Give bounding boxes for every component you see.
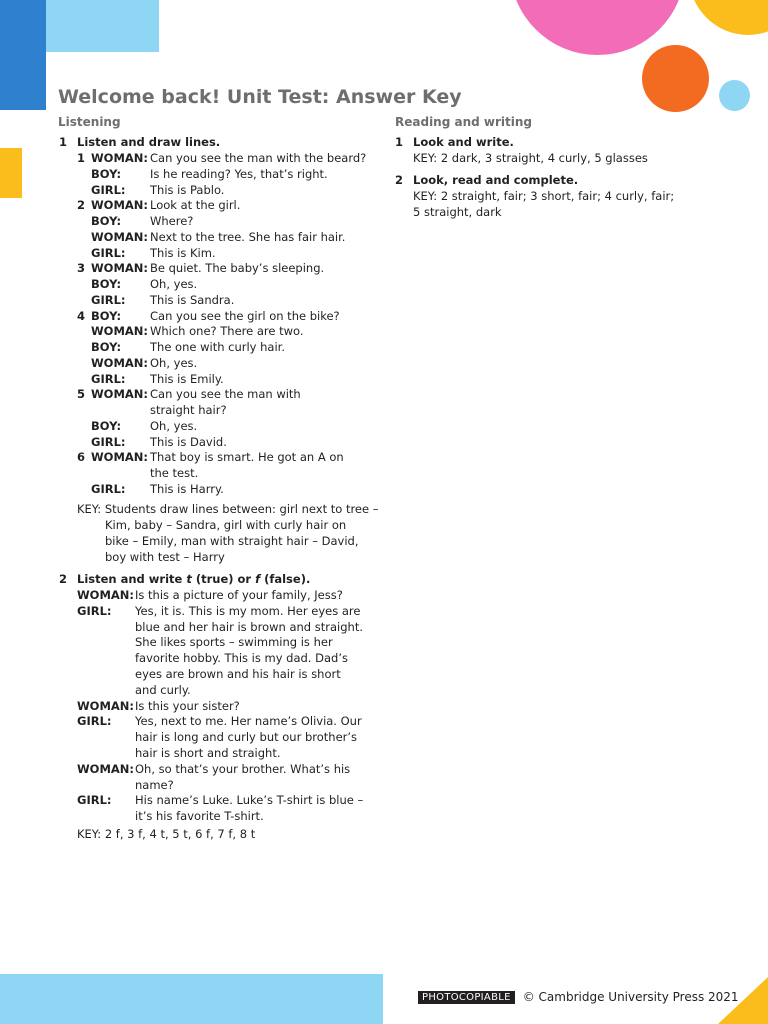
- pink-circle-decoration: [510, 0, 685, 55]
- dialogue-line: favorite hobby. This is my dad. Dad’s: [135, 651, 348, 666]
- speaker-label: GIRL:: [77, 793, 112, 808]
- dialogue-line: The one with curly hair.: [150, 340, 286, 354]
- dialogue-line: Can you see the man with the beard?: [150, 151, 367, 165]
- exercise-number: 2: [395, 173, 404, 187]
- speaker-label: BOY:: [91, 214, 122, 228]
- footer-blue-bar: [0, 974, 383, 1024]
- speaker-label: WOMAN:: [91, 151, 149, 165]
- dialogue-line: Be quiet. The baby’s sleeping.: [150, 261, 325, 276]
- dialogue-line: Which one? There are two.: [150, 324, 304, 339]
- speaker-label: GIRL:: [77, 714, 112, 729]
- dialogue-line: Oh, so that’s your brother. What’s his: [135, 761, 351, 776]
- item-number: 5: [77, 387, 86, 402]
- dialogue-line: the test.: [150, 466, 199, 480]
- light-blue-corner-block: [46, 0, 159, 52]
- dialogue-line: Yes, next to me. Her name’s Olivia. Our: [135, 714, 362, 729]
- exercise-instruction: Listen and write t (true) or f (false).: [77, 572, 311, 586]
- item-number: 4: [77, 308, 86, 323]
- blue-dot-decoration: [719, 80, 750, 111]
- speaker-label: WOMAN:: [91, 387, 149, 402]
- listening-heading: Listening: [58, 115, 121, 129]
- exercise-number: 1: [59, 135, 68, 149]
- answer-key: KEY: 2 dark, 3 straight, 4 curly, 5 glasses: [413, 151, 648, 165]
- exercise-instruction: Listen and draw lines.: [77, 135, 221, 149]
- speaker-label: WOMAN:: [77, 588, 135, 602]
- dialogue-line: Look at the girl.: [150, 198, 241, 213]
- dialogue-line: Can you see the girl on the bike?: [150, 308, 340, 323]
- speaker-label: BOY:: [91, 166, 122, 181]
- exercise-number: 2: [59, 572, 68, 586]
- dialogue-line: This is Sandra.: [150, 292, 235, 307]
- dialogue-line: name?: [135, 777, 174, 792]
- dialogue-line: That boy is smart. He got an A on: [150, 450, 344, 465]
- dialogue-line: blue and her hair is brown and straight.: [135, 619, 363, 634]
- speaker-label: WOMAN:: [91, 229, 149, 244]
- dialogue-line: She likes sports – swimming is her: [135, 635, 333, 650]
- dialogue-line: Is this your sister?: [135, 698, 240, 713]
- speaker-label: GIRL:: [91, 434, 126, 449]
- yellow-side-tab: [0, 148, 22, 198]
- speaker-label: GIRL:: [91, 245, 126, 260]
- dialogue-line: and curly.: [135, 682, 191, 697]
- dialogue-line: hair is short and straight.: [135, 746, 281, 760]
- speaker-label: WOMAN:: [91, 198, 149, 213]
- photocopiable-badge: PHOTOCOPIABLE: [418, 991, 515, 1004]
- dialogue-line: This is Harry.: [150, 481, 224, 496]
- exercise-instruction: Look, read and complete.: [413, 173, 579, 187]
- dialogue-line: Next to the tree. She has fair hair.: [150, 229, 346, 244]
- copyright-text: © Cambridge University Press 2021: [522, 990, 739, 1004]
- dialogue-line: This is Pablo.: [150, 182, 225, 197]
- speaker-label: WOMAN:: [77, 698, 135, 713]
- dialogue-line: straight hair?: [150, 403, 227, 417]
- speaker-label: GIRL:: [91, 182, 126, 197]
- speaker-label: BOY:: [91, 277, 122, 291]
- exercise-number: 1: [395, 135, 404, 149]
- item-number: 3: [77, 261, 86, 276]
- dialogue-line: hair is long and curly but our brother’s: [135, 730, 358, 745]
- blue-corner-bar: [0, 0, 46, 110]
- orange-circle-decoration: [642, 45, 709, 112]
- dialogue-line: This is Kim.: [150, 245, 216, 260]
- speaker-label: BOY:: [91, 418, 122, 433]
- speaker-label: GIRL:: [91, 481, 126, 496]
- answer-key-line: KEY: Students draw lines between: girl next to tree –: [77, 502, 379, 516]
- speaker-label: GIRL:: [77, 603, 112, 618]
- item-number: 1: [77, 151, 86, 165]
- dialogue-line: This is David.: [150, 434, 227, 449]
- speaker-label: BOY:: [91, 340, 122, 354]
- item-number: 6: [77, 450, 86, 465]
- answer-key-line: boy with test – Harry: [105, 550, 225, 564]
- speaker-label: GIRL:: [91, 371, 126, 386]
- speaker-label: WOMAN:: [91, 450, 149, 465]
- footer-copyright: [418, 990, 739, 1004]
- dialogue-line: Oh, yes.: [150, 277, 198, 291]
- page-title: Welcome back! Unit Test: Answer Key: [58, 86, 462, 108]
- dialogue-line: it’s his favorite T-shirt.: [135, 809, 264, 824]
- speaker-label: WOMAN:: [91, 261, 149, 276]
- reading-writing-heading: Reading and writing: [395, 115, 532, 129]
- dialogue-line: His name’s Luke. Luke’s T-shirt is blue –: [135, 793, 364, 808]
- dialogue-line: Is this a picture of your family, Jess?: [135, 588, 343, 602]
- exercise-instruction: Look and write.: [413, 135, 514, 149]
- dialogue-line: Oh, yes.: [150, 355, 198, 370]
- speaker-label: BOY:: [91, 308, 122, 323]
- dialogue-line: Can you see the man with: [150, 387, 301, 402]
- dialogue-line: Where?: [150, 214, 194, 228]
- speaker-label: GIRL:: [91, 292, 126, 307]
- dialogue-line: Oh, yes.: [150, 418, 198, 433]
- dialogue-line: This is Emily.: [150, 371, 224, 386]
- speaker-label: WOMAN:: [77, 761, 135, 776]
- dialogue-line: Yes, it is. This is my mom. Her eyes are: [135, 603, 361, 618]
- yellow-circle-decoration: [688, 0, 768, 35]
- dialogue-line: Is he reading? Yes, that’s right.: [150, 166, 328, 181]
- answer-key-line: bike – Emily, man with straight hair – David,: [105, 534, 359, 548]
- speaker-label: WOMAN:: [91, 324, 149, 339]
- answer-key: KEY: 2 f, 3 f, 4 t, 5 t, 6 f, 7 f, 8 t: [77, 827, 256, 841]
- dialogue-line: eyes are brown and his hair is short: [135, 667, 341, 681]
- speaker-label: WOMAN:: [91, 355, 149, 370]
- answer-key: KEY: 2 straight, fair; 3 short, fair; 4 curly, fair;: [413, 189, 675, 203]
- answer-key-line: Kim, baby – Sandra, girl with curly hair on: [105, 518, 347, 532]
- item-number: 2: [77, 198, 86, 213]
- answer-key: 5 straight, dark: [413, 205, 502, 219]
